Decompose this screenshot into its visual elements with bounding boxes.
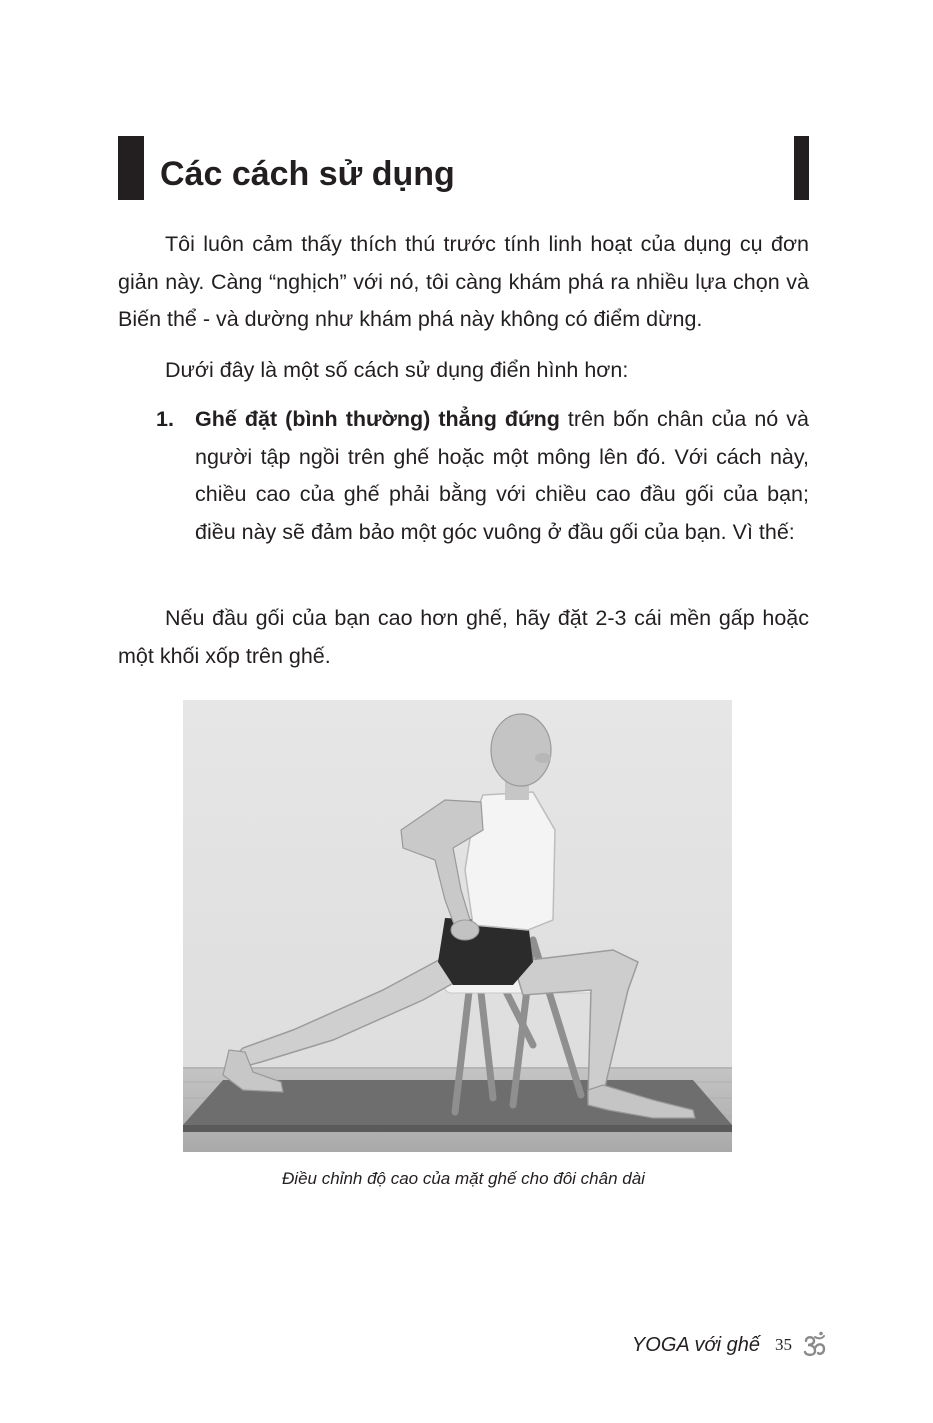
- list-bold-text: Ghế đặt (bình thường) thẳng đứng: [195, 407, 560, 431]
- footer-book-title: YOGA với ghế: [631, 1334, 760, 1356]
- intro-paragraph: Tôi luôn cảm thấy thích thú trước tính linh hoạt của dụng cụ đơn giản này. Càng “nghịch” với nó, tôi càng khám phá ra nhiều lựa chọn và Biến thể - và dường như khám phá này không có điểm dừng.: [118, 232, 809, 331]
- list-number: 1.: [156, 407, 174, 431]
- note-paragraph: Nếu đầu gối của bạn cao hơn ghế, hãy đặt 2-3 cái mền gấp hoặc một khối xốp trên ghế.: [118, 606, 809, 668]
- list-item: [156, 401, 809, 551]
- page-title: Các cách sử dụng: [160, 155, 455, 193]
- photo-caption: Điều chỉnh độ cao của mặt ghế cho đôi chân dài: [282, 1169, 645, 1188]
- om-icon: [800, 1331, 828, 1359]
- heading-bar-left: [118, 136, 144, 200]
- list-text: trên bốn chân của nó và người tập ngồi trên ghế hoặc một mông lên đó. Với cách này, chiều cao của ghế phải bằng với chiều cao đầu gối của bạn; điều này sẽ đảm bảo một góc vuông ở đầu gối của bạn. Vì thế:: [195, 407, 809, 544]
- list-body: [195, 401, 809, 551]
- heading-bar-right: [794, 136, 809, 200]
- page-number: 35: [775, 1335, 792, 1354]
- lead-in-paragraph: Dưới đây là một số cách sử dụng điển hình hơn:: [165, 358, 629, 382]
- yoga-chair-photo: [183, 700, 732, 1152]
